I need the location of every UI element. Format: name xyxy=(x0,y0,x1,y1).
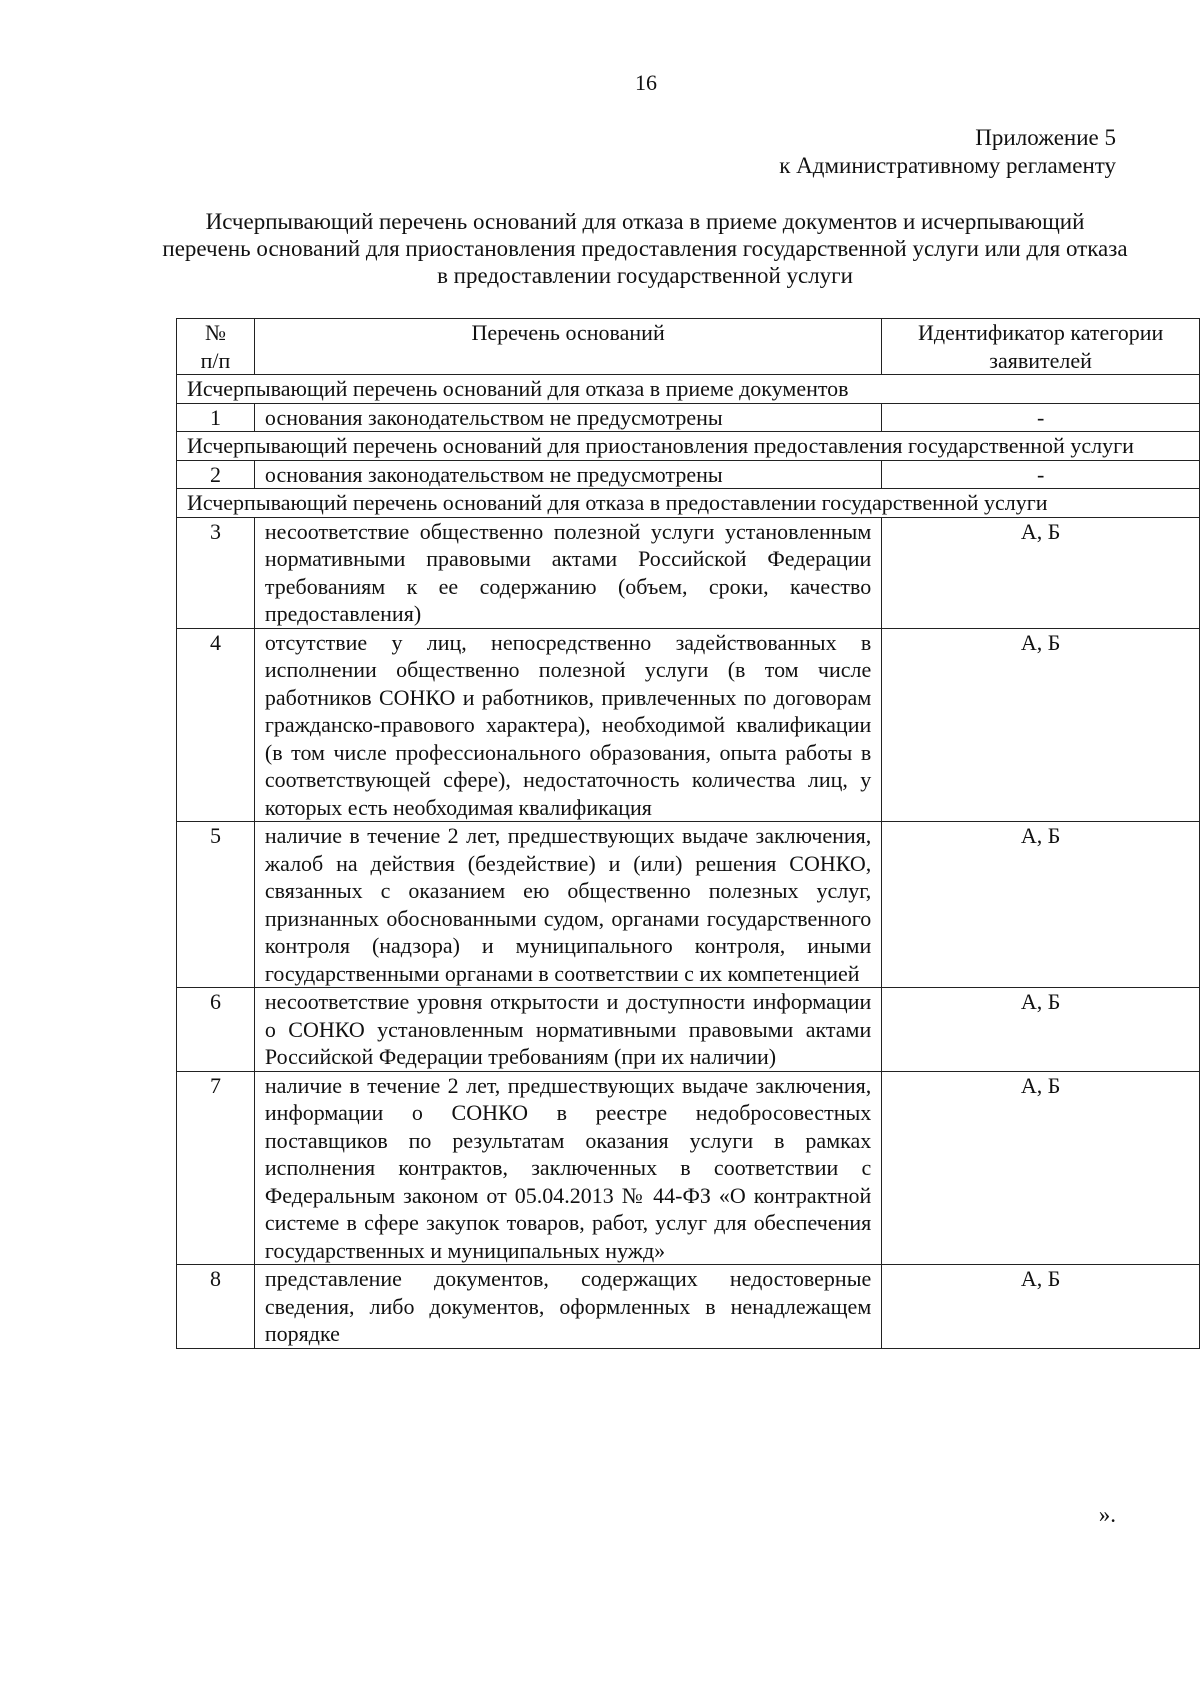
row-reason: наличие в течение 2 лет, предшествующих выдаче заключения, жалоб на действия (бездействие) и (или) решения СОНКО, связанных с оказанием ею общественно полезных услуг, признанных обоснованными судом, органами государственного контроля (надзора) и муниципального контроля, иными государственными органами в соответствии с их компетенцией xyxy=(254,822,881,988)
appendix-line-1: Приложение 5 xyxy=(975,125,1116,150)
row-reason: основания законодательством не предусмотрены xyxy=(254,403,881,432)
row-identifier: А, Б xyxy=(882,517,1200,628)
section-title: Исчерпывающий перечень оснований для отказа в предоставлении государственной услуги xyxy=(177,489,1200,518)
row-reason: наличие в течение 2 лет, предшествующих выдаче заключения, информации о СОНКО в реестре недобросовестных поставщиков по результатам оказания услуги в рамках исполнения контрактов, заключенных в соответствии с Федеральным законом от 05.04.2013 № 44-ФЗ «О контрактной системе в сфере закупок товаров, работ, услуг для обеспечения государственных и муниципальных нужд» xyxy=(254,1071,881,1265)
appendix-line-2: к Административному регламенту xyxy=(779,153,1116,178)
table-row xyxy=(177,460,1200,489)
table-row xyxy=(177,628,1200,822)
row-identifier: А, Б xyxy=(882,988,1200,1072)
row-number: 7 xyxy=(177,1071,255,1265)
header-identifier: Идентификатор категории заявителей xyxy=(882,319,1200,375)
table-header-row xyxy=(177,319,1200,375)
section-title: Исчерпывающий перечень оснований для приостановления предоставления государственной услуги xyxy=(177,432,1200,461)
row-identifier: - xyxy=(882,460,1200,489)
section-title: Исчерпывающий перечень оснований для отказа в приеме документов xyxy=(177,375,1200,404)
header-number-symbol: № xyxy=(204,320,226,345)
row-number: 3 xyxy=(177,517,255,628)
row-reason: несоответствие общественно полезной услуги установленным нормативными правовыми актами Российской Федерации требованиям к ее содержанию (объем, сроки, качество предоставления) xyxy=(254,517,881,628)
header-reasons: Перечень оснований xyxy=(254,319,881,375)
table-row xyxy=(177,403,1200,432)
appendix-reference xyxy=(779,124,1116,180)
row-number: 5 xyxy=(177,822,255,988)
section-row xyxy=(177,489,1200,518)
document-title: Исчерпывающий перечень оснований для отказа в приеме документов и исчерпывающий перечень оснований для приостановления предоставления государственной услуги или для отказа в предоставлении государственной услуги xyxy=(162,209,1128,288)
row-identifier: А, Б xyxy=(882,822,1200,988)
closing-quote-mark: ». xyxy=(1098,1502,1116,1527)
table-row xyxy=(177,1265,1200,1349)
table-row xyxy=(177,822,1200,988)
row-number: 1 xyxy=(177,403,255,432)
row-reason: отсутствие у лиц, непосредственно задействованных в исполнении общественно полезной услуги (в том числе работников СОНКО и работников, привлеченных по договорам гражданско-правового характера), необходимой квалификации (в том числе профессионального образования, опыта работы в соответствующей сфере), недостаточность количества лиц, у которых есть необходимая квалификация xyxy=(254,628,881,822)
row-number: 2 xyxy=(177,460,255,489)
table-row xyxy=(177,517,1200,628)
row-identifier: А, Б xyxy=(882,1265,1200,1349)
row-reason: основания законодательством не предусмотрены xyxy=(254,460,881,489)
row-number: 4 xyxy=(177,628,255,822)
header-number-abbrev: п/п xyxy=(200,347,231,373)
table-row xyxy=(177,988,1200,1072)
row-reason: несоответствие уровня открытости и доступности информации о СОНКО установленным нормативными правовыми актами Российской Федерации требованиям (при их наличии) xyxy=(254,988,881,1072)
section-row xyxy=(177,375,1200,404)
row-identifier: А, Б xyxy=(882,1071,1200,1265)
row-identifier: А, Б xyxy=(882,628,1200,822)
grounds-table xyxy=(176,318,1200,1349)
header-number xyxy=(177,319,255,375)
row-reason: представление документов, содержащих недостоверные сведения, либо документов, оформленных в ненадлежащем порядке xyxy=(254,1265,881,1349)
row-number: 8 xyxy=(177,1265,255,1349)
page-number: 16 xyxy=(635,70,657,95)
row-identifier: - xyxy=(882,403,1200,432)
table-row xyxy=(177,1071,1200,1265)
row-number: 6 xyxy=(177,988,255,1072)
section-row xyxy=(177,432,1200,461)
